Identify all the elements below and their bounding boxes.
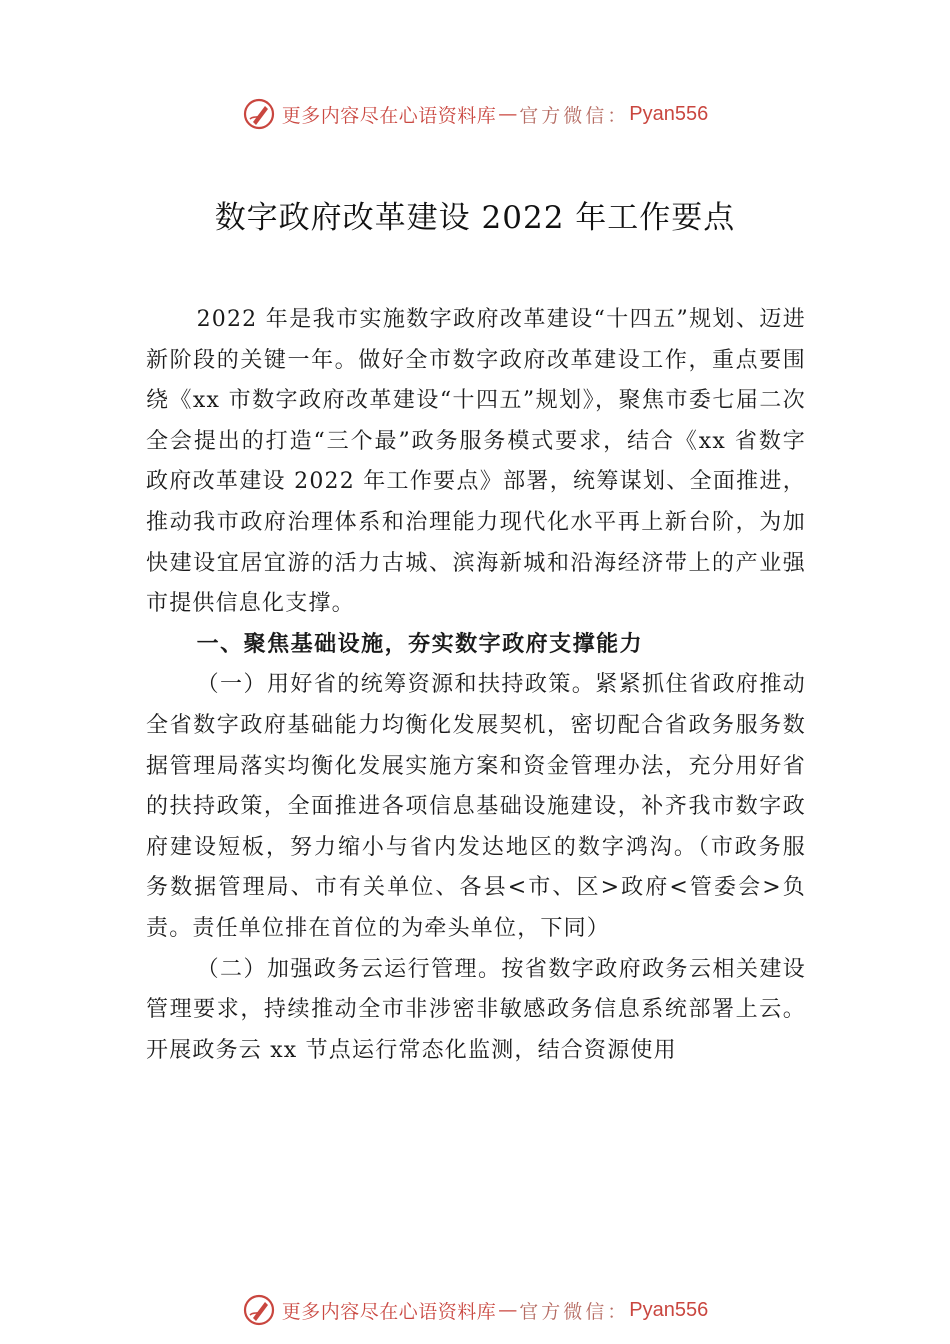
item-2-paragraph: （二）加强政务云运行管理。按省数字政府政务云相关建设管理要求，持续推动全市非涉密非敏感政务信息系统部署上云。开展政务云 xx 节点运行常态化监测，结合资源使用 <box>146 956 806 1063</box>
banner-main-text: 更多内容尽在心语资料库 <box>281 1300 497 1323</box>
intro-paragraph: 2022 年是我市实施数字政府改革建设“十四五”规划、迈进新阶段的关键一年。做好全市数字政府改革建设工作，重点要围绕《xx 市数字政府改革建设“十四五”规划》，聚焦市委七届二次全会提出的打造“三个最”政务服务模式要求，结合《xx 省数字政府改革建设 2022 年工作要点》部署，统筹谋划、全面推进，推动我市政府治理体系和治理能力现代化水平再上新台阶，为加快建设宜居宜游的活力古城、滨海新城和沿海经济带上的产业强市提供信息化支撑。 <box>146 307 806 617</box>
banner-main-text: 更多内容尽在心语资料库 <box>281 104 497 127</box>
section-heading-1: 一、聚焦基础设施，夯实数字政府支撑能力 <box>196 631 644 657</box>
document-title: 数字政府改革建设 2022 年工作要点 <box>214 200 736 236</box>
item-1-paragraph: （一）用好省的统筹资源和扶持政策。紧紧抓住省政府推动全省数字政府基础能力均衡化发展契机，密切配合省政务服务数据管理局落实均衡化发展实施方案和资金管理办法，充分用好省的扶持政策，全面推进各项信息基础设施建设，补齐我市数字政府建设短板，努力缩小与省内发达地区的数字鸿沟。（市政务服务数据管理局、市有关单位、各县<市、区>政府<管委会>负责。责任单位排在首位的为牵头单位，下同） <box>146 672 806 941</box>
pen-logo-icon <box>242 97 276 131</box>
watermark-banner-top <box>0 94 950 134</box>
banner-wechat-id: Pyan556 <box>629 1298 709 1321</box>
banner-wechat-id: Pyan556 <box>629 102 709 125</box>
document-body <box>146 300 806 1071</box>
banner-separator: — <box>498 103 518 125</box>
watermark-banner-bottom <box>0 1290 950 1330</box>
banner-label: 官方微信： <box>519 104 630 127</box>
banner-separator: — <box>498 1299 518 1321</box>
banner-label: 官方微信： <box>519 1300 630 1323</box>
pen-logo-icon <box>242 1293 276 1327</box>
